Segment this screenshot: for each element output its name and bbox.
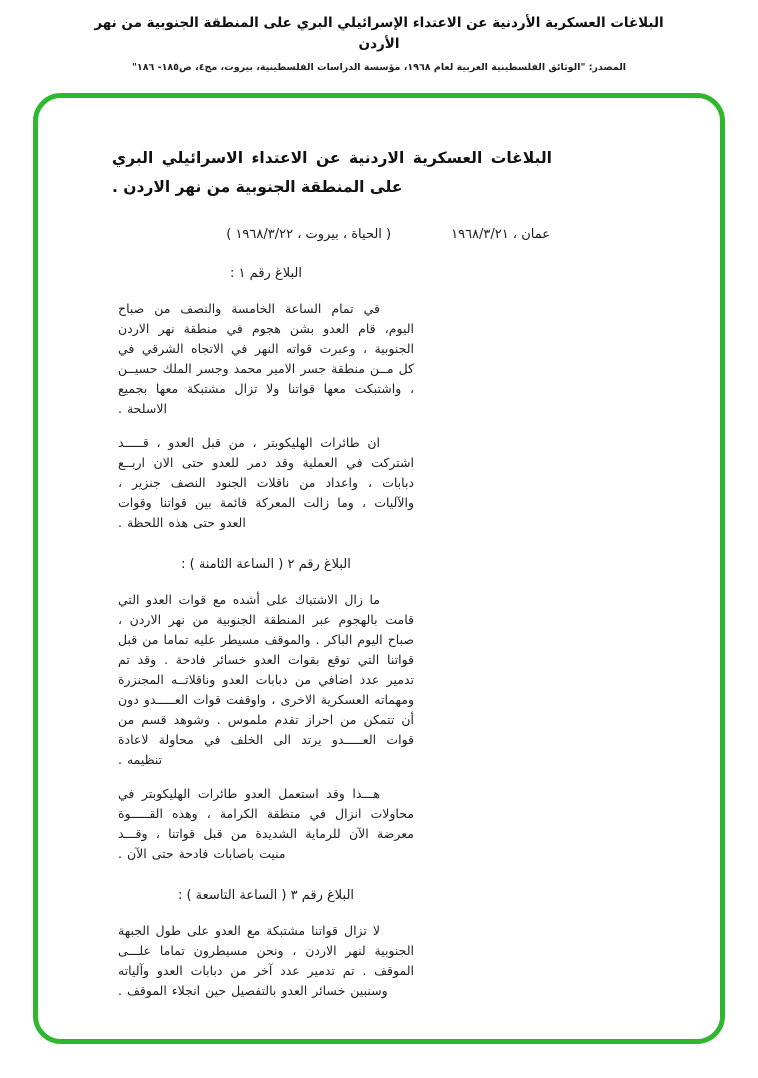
dateline-publication: ( الحياة ، بيروت ، ١٩٦٨/٣/٢٢ ) (226, 227, 392, 243)
document-body (118, 266, 414, 1001)
communique-1-paragraph-2: ان طائرات الهليكوبتر ، من قبل العدو ، قـــــد اشتركت في العملية وقد دمر للعدو حتى الان اربــع دبابات ، واعداد من ناقلات الجنود النصف جنزير ، والآليات ، وما زالت المعركة قائمة بين قواتنا وقوات العدو حتى هذه اللحظة . (118, 435, 414, 531)
communique-1-paragraph-1: في تمام الساعة الخامسة والنصف من صباح اليوم، قام العدو بشن هجوم في منطقة نهر الاردن الجنوبية ، وعبرت قواته النهر في الاتجاه الشرقي في كل مــن منطقة جسر الامير محمد وجسر الملك حسيــن ، واشتبكت معها قواتنا ولا تزال مشتبكة معها بجميع الاسلحة . (118, 301, 414, 417)
communique-3 (118, 888, 414, 1001)
communique-3-paragraph-1: لا تزال قواتنا مشتبكة مع العدو على طول الجبهة الجنوبية لنهر الاردن ، ونحن مسيطرون تماما علـــى الموقف . تم تدمير عدد آخر من دبابات العدو وآلياته وسنبين خسائر العدو بالتفصيل حين انجلاء الموقف . (118, 923, 414, 999)
document-frame (33, 93, 725, 1044)
communique-2-paragraph-1: ما زال الاشتباك على أشده مع قوات العدو التي قامت بالهجوم عبر المنطقة الجنوبية من نهر الاردن ، صباح اليوم الباكر . والموقف مسيطر عليه تماما من قبل قواتنا التي توقع بقوات العدو خسائر فادحة . وقد تم تدمير عدد اضافي من دبابات العدو وناقلاتــه المجنزرة ومهماته العسكرية الاخرى ، واوقفت قوات العـــــدو دون أن تتمكن من احراز تقدم ملموس . وشوهد قسم من قوات العـــــدو يرتد الى الخلف في محاولة لاعادة تنظيمه . (118, 592, 414, 768)
dateline (114, 227, 550, 242)
communique-2-heading: البلاغ رقم ٢ ( الساعة الثامنة ) : (181, 557, 351, 573)
communique-1 (118, 266, 414, 533)
document-scan (38, 144, 720, 1001)
communique-1-heading: البلاغ رقم ١ : (230, 266, 302, 282)
communique-3-heading: البلاغ رقم ٣ ( الساعة التاسعة ) : (177, 888, 355, 904)
document-title: البلاغات العسكرية الاردنية عن الاعتداء الاسرائيلي البري على المنطقة الجنوبية من نهر الاردن . (112, 149, 552, 196)
page-header (0, 0, 758, 73)
source-citation: المصدر: "الوثائق الفلسطينية العربية لعام ١٩٦٨، مؤسسة الدراسات الفلسطينية، بيروت، مج٤، ص١٨٥- ١٨٦" (131, 61, 627, 73)
page-title: البلاغات العسكرية الأردنية عن الاعتداء الإسرائيلي البري على المنطقة الجنوبية من نهر الأردن (94, 15, 664, 52)
communique-2 (118, 557, 414, 864)
dateline-place-date: عمان ، ١٩٦٨/٣/٢١ (451, 227, 550, 243)
communique-2-paragraph-2: هـــذا وقد استعمل العدو طائرات الهليكوبتر في محاولات انزال في منطقة الكرامة ، وهذه القـــــوة معرضة الآن للرماية الشديدة من قبل قواتنا ، وقـــد منيت باصابات فادحة حتى الآن . (118, 786, 414, 862)
